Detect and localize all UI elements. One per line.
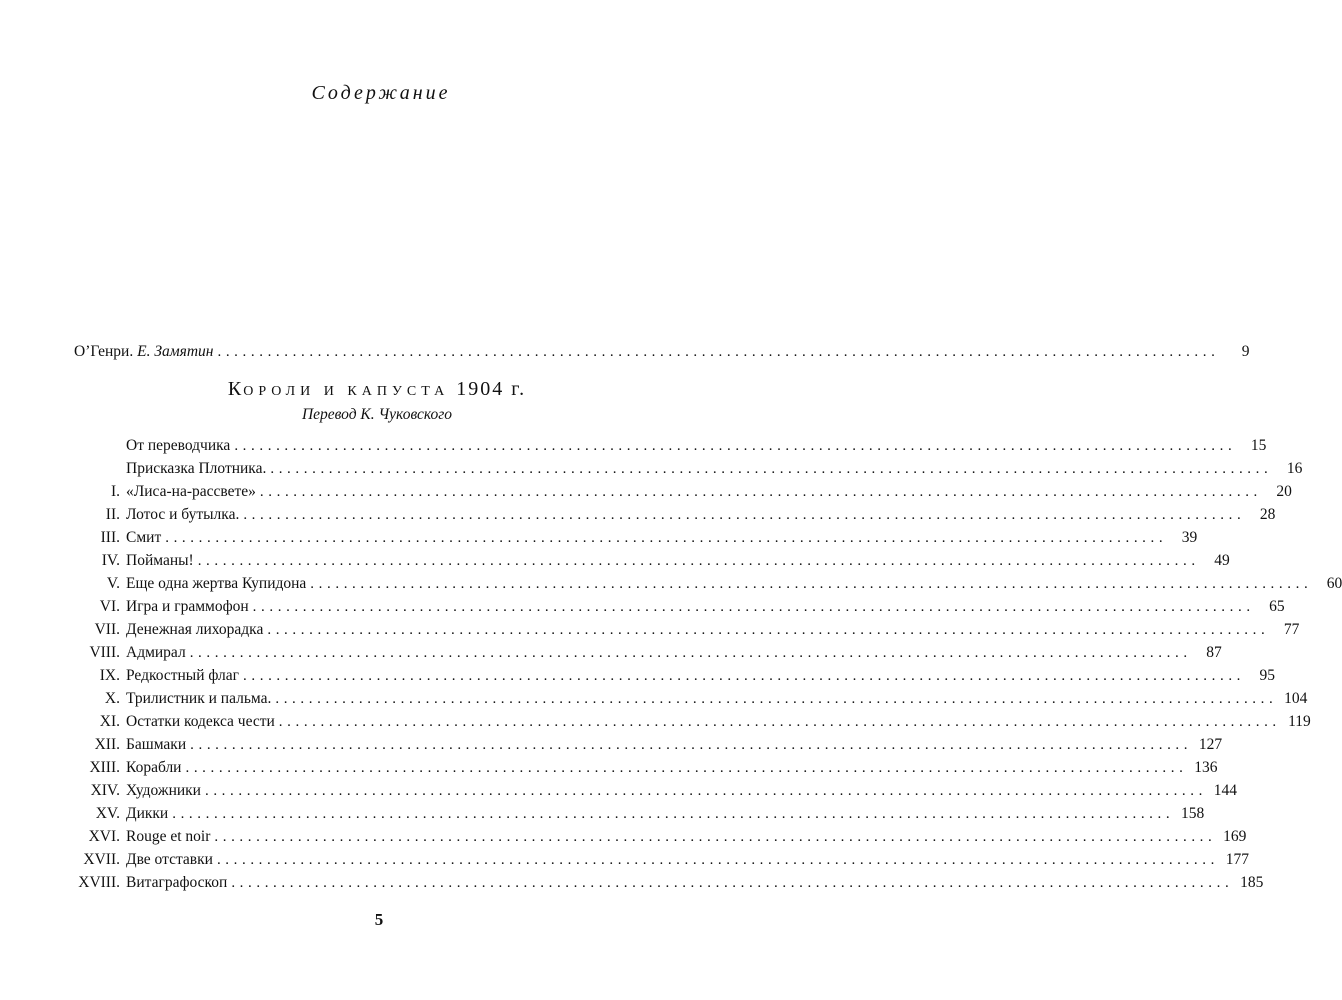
section-subtitle: Перевод К. Чуковского — [301, 406, 453, 423]
toc-entry-label: Присказка Плотника. — [126, 460, 267, 477]
section-title-caps: ОРОЛИ И КАПУСТА — [243, 384, 450, 399]
dot-leader: ........................................................................................................................ — [190, 737, 1193, 753]
toc-entry-number: XVII. — [83, 851, 120, 868]
dot-leader: ........................................................................................................................ — [165, 530, 1168, 546]
toc-entry-list — [74, 434, 1342, 894]
toc-entry-number: IV. — [101, 552, 120, 569]
toc-entry-page: 158 — [1180, 805, 1205, 822]
toc-entry[interactable] — [74, 779, 1237, 802]
toc-entry[interactable] — [74, 457, 1303, 480]
toc-entry-page: 39 — [1181, 529, 1198, 546]
section-title — [74, 377, 680, 404]
dot-leader: ........................................................................................................................ — [214, 829, 1217, 845]
toc-entry-page: 16 — [1286, 460, 1303, 477]
toc-entry-page: 104 — [1284, 690, 1308, 707]
toc-entry-label: Лотос и бутылка. — [126, 506, 240, 523]
dot-leader: ........................................................................................................................ — [275, 691, 1278, 707]
toc-entry-page: 127 — [1198, 736, 1223, 753]
toc-entry-number: V. — [106, 575, 120, 592]
dot-leader: ........................................................................................................................ — [267, 622, 1270, 638]
section-title-initial: К — [227, 378, 244, 400]
toc-entry-page: 119 — [1288, 713, 1311, 730]
toc-entry-page: 20 — [1276, 483, 1292, 500]
page-title: Содержание — [311, 82, 451, 104]
toc-entry-number: XIV. — [90, 782, 120, 799]
toc-entry-label: Трилистник и пальма. — [126, 690, 272, 707]
toc-entry-label: «Лиса-на-рассвете» — [126, 483, 256, 500]
toc-entry-number: VI. — [99, 598, 120, 615]
table-of-contents — [74, 340, 1342, 894]
toc-entry[interactable] — [74, 733, 1223, 756]
dot-leader: ........................................................................................................................ — [270, 461, 1273, 477]
toc-entry-number: XII. — [94, 736, 120, 753]
dot-leader: ........................................................................................................................ — [234, 438, 1237, 454]
toc-entry-page: 169 — [1223, 828, 1247, 845]
dot-leader: ........................................................................................................................ — [252, 599, 1255, 615]
section-year: 1904 г. — [456, 378, 527, 400]
toc-entry-label: Пойманы! — [126, 552, 194, 569]
toc-entry-number: XV. — [95, 805, 120, 822]
page-number: 5 — [374, 910, 384, 929]
toc-entry[interactable] — [74, 526, 1198, 549]
dot-leader: ........................................................................................................................ — [231, 875, 1234, 891]
toc-entry-page: 28 — [1259, 506, 1276, 523]
toc-entry-title: О’Генри. — [74, 343, 134, 360]
dot-leader: ........................................................................................................................ — [189, 645, 1192, 661]
dot-leader: ........................................................................................................................ — [217, 344, 1220, 360]
toc-entry[interactable] — [74, 641, 1222, 664]
toc-entry-label: От переводчика — [126, 437, 231, 454]
toc-entry[interactable] — [74, 480, 1292, 503]
dot-leader: ........................................................................................................................ — [278, 714, 1281, 730]
dot-leader: ........................................................................................................................ — [243, 507, 1246, 523]
toc-entry-page: 15 — [1250, 437, 1267, 454]
toc-entry-page: 60 — [1326, 575, 1342, 592]
toc-entry-page: 9 — [1241, 343, 1250, 360]
section-header — [74, 377, 680, 426]
toc-entry[interactable] — [74, 871, 1264, 894]
dot-leader: ........................................................................................................................ — [197, 553, 1200, 569]
toc-entry-page: 95 — [1259, 667, 1276, 684]
toc-entry[interactable] — [74, 618, 1300, 641]
toc-entry[interactable] — [74, 710, 1311, 733]
toc-entry-number: VII. — [94, 621, 120, 638]
toc-entry-number: II. — [105, 506, 120, 523]
dot-leader: ........................................................................................................................ — [310, 576, 1313, 592]
toc-entry-number: XVI. — [88, 828, 120, 845]
toc-entry-page: 136 — [1194, 759, 1218, 776]
toc-entry-label: Две отставки — [126, 851, 213, 868]
toc-entry-author: Е. Замятин — [137, 343, 214, 360]
dot-leader: ........................................................................................................................ — [185, 760, 1188, 776]
toc-entry-label: Художники — [126, 782, 201, 799]
toc-entry[interactable] — [74, 572, 1342, 595]
toc-entry-page: 185 — [1240, 874, 1264, 891]
toc-entry-label: Дикки — [126, 805, 169, 822]
toc-entry-page: 65 — [1269, 598, 1285, 615]
dot-leader: ........................................................................................................................ — [216, 852, 1219, 868]
toc-entry-page: 49 — [1214, 552, 1230, 569]
toc-entry-label — [74, 340, 213, 363]
toc-entry[interactable] — [74, 756, 1218, 779]
toc-entry[interactable] — [74, 687, 1308, 710]
toc-entry-label: Еще одна жертва Купидона — [126, 575, 307, 592]
toc-entry-label: Остатки кодекса чести — [126, 713, 275, 730]
toc-entry-label: Денежная лихорадка — [126, 621, 264, 638]
toc-entry-number: XIII. — [89, 759, 120, 776]
dot-leader: ........................................................................................................................ — [259, 484, 1262, 500]
dot-leader: ........................................................................................................................ — [204, 783, 1207, 799]
toc-entry-label: Витаграфоскоп — [126, 874, 228, 891]
toc-entry[interactable] — [74, 434, 1267, 457]
toc-entry-label: Корабли — [126, 759, 182, 776]
toc-entry-page: 177 — [1225, 851, 1249, 868]
toc-entry-label: Башмаки — [126, 736, 187, 753]
toc-entry-page: 144 — [1213, 782, 1237, 799]
toc-entry-label: Игра и граммофон — [126, 598, 249, 615]
toc-entry-number: XI. — [99, 713, 120, 730]
toc-entry[interactable] — [74, 802, 1205, 825]
toc-entry-label: Смит — [126, 529, 162, 546]
toc-entry-intro[interactable] — [74, 340, 1250, 363]
toc-entry[interactable] — [74, 549, 1230, 572]
toc-entry-number: IX. — [99, 667, 120, 684]
toc-entry[interactable] — [74, 664, 1276, 687]
dot-leader: ........................................................................................................................ — [243, 668, 1246, 684]
toc-entry[interactable] — [74, 595, 1285, 618]
toc-entry-number: X. — [104, 690, 120, 707]
toc-entry[interactable] — [74, 848, 1249, 871]
toc-entry-number: III. — [100, 529, 120, 546]
toc-entry-page: 77 — [1283, 621, 1300, 638]
toc-entry-page: 87 — [1206, 644, 1222, 661]
toc-entry-number: I. — [110, 483, 120, 500]
dot-leader: ........................................................................................................................ — [172, 806, 1175, 822]
toc-entry-label: Адмирал — [126, 644, 186, 661]
toc-entry-number: VIII. — [89, 644, 120, 661]
toc-entry-number: XVIII. — [78, 874, 120, 891]
toc-entry-label: Rouge et noir — [126, 828, 211, 845]
toc-entry[interactable] — [74, 825, 1247, 848]
toc-entry-label: Редкостный флаг — [126, 667, 240, 684]
toc-entry[interactable] — [74, 503, 1276, 526]
